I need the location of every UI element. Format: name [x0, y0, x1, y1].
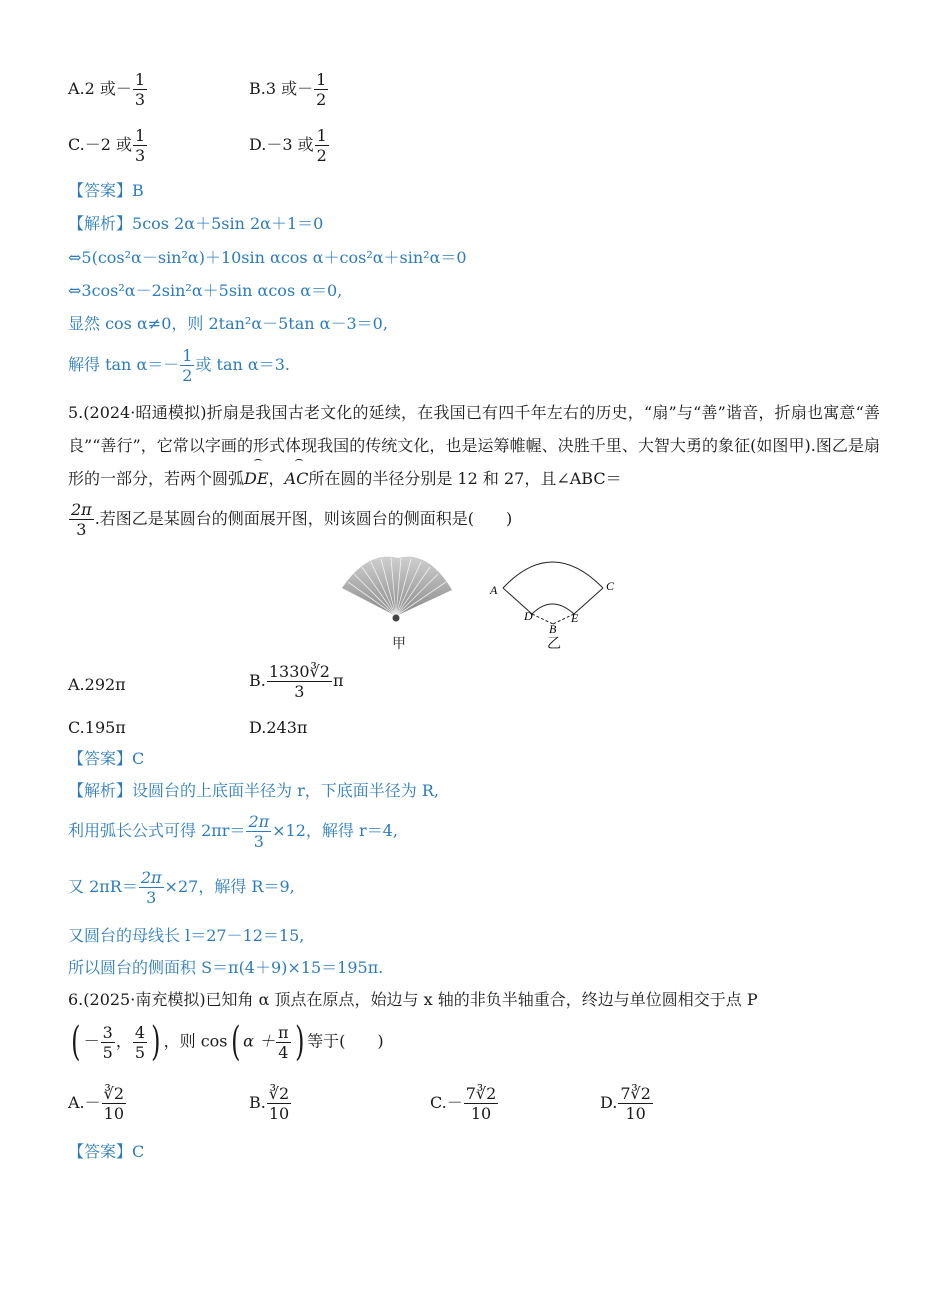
figure-label-jia: 甲 — [392, 636, 406, 652]
q6-stem: 6.(2025·南充模拟)已知角 α 顶点在原点，始边与 x 轴的非负半轴重合，终边与单位圆相交于点 P — [68, 990, 758, 1009]
q4-option-a: A.2 或－ $\frac{1}{3}$ — [68, 70, 146, 109]
point-d-label: D — [524, 609, 533, 623]
q5-option-b: B. $\frac{1330∛2}{3}$ π — [249, 662, 344, 701]
q4-option-c: C.－2 或 $\frac{1}{3}$ — [68, 126, 146, 165]
q5-analysis-line-1: 【解析】设圆台的上底面半径为 r，下底面半径为 R, — [68, 781, 439, 800]
q5-analysis-line-2: 利用弧长公式可得 2πr＝ $\frac{2\pi}{3}$ ×12，解得 r＝4, — [68, 812, 398, 851]
folding-fan-image — [338, 556, 458, 626]
q6-option-d: D. $\frac{7∛2}{10}$ — [600, 1084, 651, 1123]
q4-answer: 【答案】B — [68, 181, 144, 200]
q6-option-b: B. $\frac{∛2}{10}$ — [249, 1084, 290, 1123]
q5-analysis-line-3: 又 2πR＝ $\frac{2\pi}{3}$ ×27，解得 R＝9, — [68, 868, 295, 907]
point-e-label: E — [571, 611, 579, 625]
q5-analysis-line-4: 又圆台的母线长 l＝27－12＝15, — [68, 926, 305, 945]
q4-analysis-line-4: 显然 cos α≠0，则 2tan²α－5tan α－3＝0, — [68, 314, 388, 333]
sector-diagram — [486, 556, 626, 636]
q4-analysis-line-2: ⇔5(cos²α－sin²α)＋10sin αcos α＋cos²α＋sin²α＝0 — [68, 248, 467, 267]
q5-stem: 5.(2024·昭通模拟)折扇是我国古老文化的延续，在我国已有四千年左右的历史，“扇”与“善”谐音，折扇也寓意“善良”“善行”，它常以字画的形式体现我国的传统文化，也是运筹帷幄、决胜千里、大智大勇的象征(如图甲).图乙是扇形的一部分，若两个圆弧DE，AC所在圆的半径分别是 12 和 27，且∠ABC＝ — [68, 396, 880, 495]
q4-analysis-line-1: 【解析】5cos 2α＋5sin 2α＋1＝0 — [68, 214, 324, 233]
q5-stem-cont: $\frac{2\pi}{3}$ .若图乙是某圆台的侧面展开图，则该圆台的侧面积是( ) — [71, 500, 513, 539]
q5-option-c: C.195π — [68, 718, 126, 737]
q6-stem-point: ( － $\frac{3}{5}$ ， $\frac{4}{5}$ ) ，则 cos( α ＋ $\frac{\pi}{4}$ ) 等于( ) — [71, 1019, 384, 1065]
q6-option-a: A.－ $\frac{∛2}{10}$ — [68, 1084, 125, 1123]
point-a-label: A — [490, 583, 498, 597]
q4-option-d: D.－3 或 $\frac{1}{2}$ — [249, 126, 327, 165]
q4-option-b: B.3 或－ $\frac{1}{2}$ — [249, 70, 327, 109]
figure-label-yi: 乙 — [547, 636, 561, 652]
q4-analysis-line-5: 解得 tan α＝－ $\frac{1}{2}$ 或 tan α＝3. — [68, 346, 290, 385]
q5-answer: 【答案】C — [68, 749, 145, 768]
q6-answer: 【答案】C — [68, 1142, 145, 1161]
point-c-label: C — [606, 579, 615, 593]
arc-de: DE — [244, 462, 269, 495]
q5-option-a: A.292π — [68, 675, 126, 694]
q4-analysis-line-3: ⇔3cos²α－2sin²α＋5sin αcos α＝0, — [68, 281, 343, 300]
q5-option-d: D.243π — [249, 718, 308, 737]
arc-ac: AC — [285, 462, 309, 495]
q6-option-c: C.－ $\frac{7∛2}{10}$ — [430, 1084, 497, 1123]
point-b-label: B — [549, 622, 557, 636]
q5-analysis-line-5: 所以圆台的侧面积 S＝π(4＋9)×15＝195π. — [68, 958, 384, 977]
